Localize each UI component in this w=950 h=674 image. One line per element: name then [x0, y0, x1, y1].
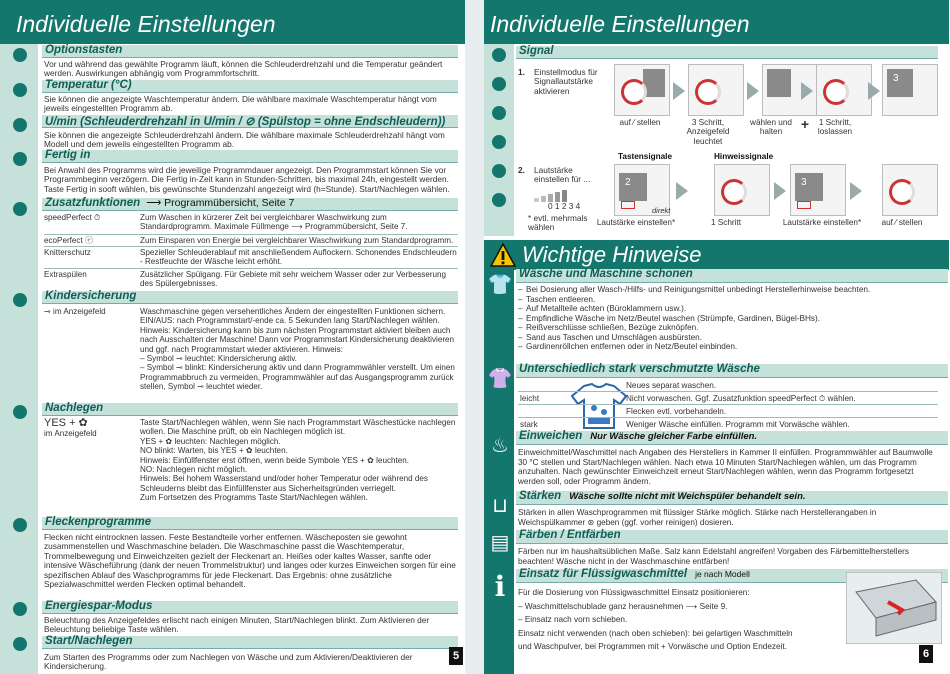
section-title-text: Einsatz für Flüssigwaschmittel: [519, 568, 688, 580]
section-einweichen: [516, 431, 948, 445]
arrow-icon: [673, 82, 685, 100]
section-title: Fertig in: [45, 149, 91, 161]
section-title: Signal: [519, 45, 554, 57]
bullet-dot-icon: [13, 83, 27, 97]
caption: auf ⁄ stellen: [881, 218, 923, 227]
divider: [44, 246, 458, 247]
important-notes-banner: [484, 240, 949, 270]
dye-icon: ▤: [490, 532, 510, 554]
kinder-line: EIN/AUS: nach Programmstart/-ende ca. 5 Sekunden lang Start/Nachlegen wählen.: [140, 316, 440, 326]
kinder-line: – Symbol ⊸ leuchtet: Kindersicherung aktiv.: [140, 354, 297, 364]
soak-tub-icon: ♨: [491, 435, 509, 457]
nachlegen-line: Hinweis: Einfüllfenster erst öffnen, wenn beide Symbole YES + ✿ leuchten.: [140, 455, 410, 465]
row-value: Spezieller Schleuderablauf mit anschließendem Auflockern. Schonendes Endschleudern - Restfeuchte der Wäsche leicht erhöht.: [140, 248, 457, 267]
list-item: – Taschen entleeren.: [518, 295, 938, 305]
section-title: Optionstasten: [45, 44, 123, 56]
row-value: Zum Einsparen von Energie bei vergleichbarer Waschwirkung zum Standardprogramm.: [140, 236, 454, 245]
section-title: Unterschiedlich stark verschmutzte Wäsche: [519, 363, 760, 375]
divider: [44, 268, 458, 269]
arrow-icon: [868, 82, 880, 100]
caption-direkt: direkt: [652, 206, 671, 215]
left-page: [0, 0, 465, 674]
section-signal: [516, 46, 938, 59]
arrow-icon: [801, 82, 813, 100]
bullet-dot-icon: [13, 202, 27, 216]
row-key: ecoPerfect ⓔ: [44, 236, 94, 245]
detergent-drawer-illustration: [846, 572, 942, 644]
einsatz-line: und Waschpulver, bei Programmen mit + Vorwäsche und Option Endezeit.: [518, 642, 787, 651]
section-title-text: Stärken: [519, 490, 562, 502]
kinder-line: Waschmaschine gegen versehentliches Ändern der eingestellten Funktionen sichern.: [140, 307, 446, 316]
list-item: – Sand aus Taschen und Umschlägen ausbürsten.: [518, 333, 938, 343]
caption: 1 Schritt: [710, 218, 742, 227]
display-area: [767, 69, 791, 97]
section-title: [519, 430, 757, 442]
section-subtitle: Wäsche sollte nicht mit Weichspüler behandelt sein.: [569, 491, 806, 502]
label-tastensignale: Tastensignale: [618, 152, 672, 161]
nachlegen-line: Hinweis: Bei hohem Wasserstand und/oder hoher Temperatur oder während des Schleuderns bleibt das Einfüllfenster aus Sicherheitsgründen verriegelt.: [140, 474, 428, 493]
section-zusatzfunktionen: [42, 198, 458, 211]
important-rail: [484, 270, 514, 674]
caption: Lautstärke einstellen*: [596, 218, 676, 227]
program-dial-icon: [889, 179, 915, 205]
program-dial-icon: [621, 79, 647, 105]
arrow-icon: [747, 82, 759, 100]
display-area: [887, 69, 913, 97]
section-verschmutzt: [516, 364, 948, 378]
section-kindersicherung: [42, 291, 458, 304]
row-key: [44, 418, 136, 438]
verschmutzt-value: Flecken evtl. vorbehandeln.: [626, 407, 727, 416]
program-dial-icon: [721, 179, 747, 205]
row-key-label: im Anzeigefeld: [44, 429, 97, 438]
control-panel-illustration: [790, 164, 846, 216]
bullet-dot-icon: [13, 602, 27, 616]
program-dial-icon: [823, 79, 849, 105]
page-number: 5: [449, 647, 463, 665]
warning-icon: [490, 243, 516, 267]
list-item: – Bei Dosierung aller Wasch-/Hilfs- und Reinigungsmittel unbedingt Herstellerhinweise beachten.: [518, 285, 938, 295]
section-text: Sie können die angezeigte Waschtemperatur ändern. Die wählbare maximale Waschtemperatur hängt vom jeweils eingestellten Programm ab.: [44, 94, 437, 114]
divider: [518, 417, 938, 418]
bullet-dot-icon: [492, 135, 506, 149]
section-title: Nachlegen: [45, 402, 104, 414]
verschmutzt-value: Nicht vorwaschen. Ggf. Zusatzfunktion speedPerfect ⏱ wählen.: [626, 394, 856, 403]
highlight-box: [797, 201, 811, 209]
verschmutzt-key: stark: [520, 420, 538, 429]
shirt-illustration: [570, 382, 628, 430]
yes-display-icon: YES + ✿: [44, 417, 88, 429]
row-value: Zum Waschen in kürzerer Zeit bei vergleichbarer Waschwirkung zum Standardprogramm. Maximale Füllmenge ⟶ Programmübersicht, Seite 7.: [140, 213, 408, 232]
label-hinweissignale: Hinweissignale: [714, 152, 774, 161]
caption: 1 Schritt, loslassen: [817, 118, 853, 137]
einsatz-line: Für die Dosierung von Flüssigwaschmittel Einsatz positionieren:: [518, 588, 750, 597]
nachlegen-line: YES + ✿ leuchten: Nachlegen möglich.: [140, 436, 281, 446]
divider: [44, 234, 458, 235]
step-number: 2.: [518, 165, 525, 175]
section-title: Temperatur (°C): [45, 79, 132, 91]
gutter: [465, 0, 484, 674]
arrow-icon: [774, 182, 786, 200]
section-staerken: [516, 491, 948, 505]
program-dial-icon: [695, 79, 721, 105]
page-number: 6: [919, 645, 933, 663]
list-item: – Reißverschlüsse schließen, Bezüge zuknöpfen.: [518, 323, 938, 333]
nachlegen-line: NO: Nachlegen nicht möglich.: [140, 465, 248, 475]
section-text: Sie können die angezeigte Schleuderdrehzahl ändern. Die wählbare maximale Schleuderdrehzahl hängt vom Modell und dem jeweils eingestellten Programm ab.: [44, 130, 445, 150]
important-notes-title: Wichtige Hinweise: [522, 242, 702, 267]
display-number: 3: [801, 177, 807, 188]
row-key: Knitterschutz: [44, 248, 91, 257]
display-area: [795, 173, 823, 201]
list-item: – Gardinenröllchen entfernen oder in Netz/Beutel einbinden.: [518, 342, 938, 352]
step-number: 1.: [518, 67, 525, 77]
section-optionstasten: [42, 45, 458, 58]
verschmutzt-key: leicht: [520, 394, 540, 403]
bullet-dot-icon: [13, 405, 27, 419]
volume-scale: 0 1 2 3 4: [548, 201, 581, 211]
left-title-bar: [0, 0, 465, 44]
plus-sign: +: [800, 116, 810, 132]
program-overview-ref: ⟶ Programmübersicht, Seite 7: [146, 197, 295, 209]
divider: [518, 391, 938, 392]
section-text: Beleuchtung des Anzeigefeldes erlischt nach einigen Minuten, Start/Nachlegen blinkt. Zum Aktivieren der Beleuchtung beliebige Taste wählen.: [44, 615, 430, 635]
highlight-box: [621, 201, 635, 209]
list-item: – Auf Metallteile achten (Büroklammern usw.).: [518, 304, 938, 314]
bullet-dot-icon: [13, 118, 27, 132]
caption: Lautstärke einstellen*: [782, 218, 862, 227]
einsatz-text: [518, 586, 838, 654]
bullet-dot-icon: [13, 637, 27, 651]
bullet-dot-icon: [13, 293, 27, 307]
section-text: Einweichmittel/Waschmittel nach Angaben des Herstellers in Kammer II einfüllen. Programmwähler auf Baumwolle 30 °C stellen und Start/Nachlegen wählen. Nach etwa 10 Minuten Start/Nachlegen wählen, um das Programm anzuhalten. Nach gewünschter Einweichzeit erneut Start/Nachlegen wählen, wenn das Programm fortgesetzt werden soll, oder Programm ändern.: [518, 448, 933, 486]
control-panel-illustration: [688, 64, 744, 116]
row-key: speedPerfect ⏱: [44, 213, 101, 222]
nachlegen-line: Taste Start/Nachlegen wählen, wenn Sie nach Programmstart Wäschestücke nachlegen wollen. Die Maschine prüft, ob ein Nachlegen möglich ist.: [140, 418, 456, 437]
section-start-nachlegen: [42, 636, 458, 649]
section-title: Färben / Entfärben: [519, 529, 621, 541]
section-umin: [42, 115, 458, 128]
einsatz-line: – Waschmittelschublade ganz herausnehmen ⟶ Seite 9.: [518, 601, 728, 611]
display-number: 3: [893, 73, 899, 84]
bullet-dot-icon: [492, 48, 506, 62]
caption: auf ⁄ stellen: [619, 118, 661, 127]
nachlegen-line: NO blinkt: Warten, bis YES + ✿ leuchten.: [140, 446, 288, 456]
section-text: Färben nur im haushaltsüblichen Maße. Salz kann Edelstahl angreifen! Vorgaben des Färbemittelherstellers beachten! Wäsche nicht in der Waschmaschine entfärben!: [518, 547, 909, 566]
section-subtitle: je nach Modell: [695, 569, 750, 579]
bullet-dot-icon: [13, 518, 27, 532]
row-value: [140, 418, 458, 503]
section-temperatur: [42, 80, 458, 93]
bullet-dot-icon: [13, 152, 27, 166]
right-page: [484, 0, 949, 674]
control-panel-illustration: [882, 164, 938, 216]
row-value: [140, 307, 458, 392]
control-panel-illustration: [614, 64, 670, 116]
arrow-icon: [676, 182, 688, 200]
section-title-text: Einweichen: [519, 430, 583, 442]
caption: wählen und halten: [750, 118, 792, 137]
section-text: Vor und während das gewählte Programm läuft, können die Schleuderdrehzahl und die Temperatur geändert werden. Auswirkungen abhängig vom Programmfortschritt.: [44, 59, 443, 79]
caption: 3 Schritt, Anzeigefeld leuchtet: [686, 118, 730, 146]
section-title-text: Zusatzfunktionen: [45, 197, 141, 209]
bullet-dot-icon: [492, 106, 506, 120]
section-nachlegen: [42, 403, 458, 416]
right-title-bar: [484, 0, 949, 44]
section-title: Wäsche und Maschine schonen: [519, 268, 693, 280]
section-title: Kindersicherung: [45, 290, 137, 302]
left-page-title: Individuelle Einstellungen: [16, 11, 276, 37]
kinder-line: – Symbol ⊸ blinkt: Kindersicherung aktiv und dann Programmwähler verstellt. Um einen Programmabbruch zu vermeiden, Programmwähler auf das Ausgangsprogramm zurück stellen, Symbol ⊸ leuchtet wieder.: [140, 363, 455, 392]
section-title: [519, 568, 750, 580]
control-panel-illustration: [882, 64, 938, 116]
section-energiespar: [42, 601, 458, 614]
section-faerben: [516, 530, 948, 544]
list-item: – Empfindliche Wäsche im Netz/Beutel waschen (Strümpfe, Gardinen, Bügel-BHs).: [518, 314, 938, 324]
section-text: Bei Anwahl des Programms wird die jeweilige Programmdauer angezeigt. Den Programmstart können Sie vor Programmbeginn verzögern. Die Fertig in-Zeit kann in Stunden-Schritten, bis maximal 24h, eingestellt werden. Taste Fertig in sooft wählen, bis gewünschte Stundenzahl angezeigt wird (h=Stunde). Start/Nachlegen wählen.: [44, 165, 450, 194]
section-text: Stärken in allen Waschprogrammen mit flüssiger Stärke möglich. Stärke nach Herstellerangaben in Weichspülkammer ⊛ geben (ggf. vorher reinigen) dosieren.: [518, 508, 877, 527]
section-fertig-in: [42, 150, 458, 163]
section-text: Zum Starten des Programms oder zum Nachlegen von Wäsche und zum Aktivieren/Deaktivieren der Kindersicherung.: [44, 652, 413, 672]
stained-shirt-icon: 👚: [487, 368, 513, 390]
row-key: Extraspülen: [44, 270, 87, 279]
row-value: Zusätzlicher Spülgang. Für Gebiete mit sehr weichem Wasser oder zur Verbesserung des Spülergebnisses.: [140, 270, 447, 289]
info-icon: i: [494, 570, 506, 603]
step-text: Einstellmodus für Signallautstärke aktivieren: [534, 67, 598, 96]
footnote: * evtl. mehrmals wählen: [528, 213, 588, 233]
verschmutzt-value: Neues separat waschen.: [626, 381, 717, 390]
section-text: Flecken nicht eintrocknen lassen. Feste Bestandteile vorher entfernen. Wäscheposten sie gewohnt zusammenstellen und Waschmaschine beladen. Die Waschmaschine passt die Waschtemperatur, Trommelbewegung und Einweichzeiten gezielt der Fleckenart an. Heißes oder kaltes Wasser, sanfte oder intensive Wäscheführung (dank der neuen Trommelstruktur) und langes oder kurzes Einweichen sorgen für eine spezifischen Ablauf des Waschprogramms für jede Fleckenart. Das Ergebnis: ohne zusätzliche Spezialwaschmittel werden Flecken optimal behandelt.: [44, 532, 456, 590]
right-page-title: Individuelle Einstellungen: [490, 11, 750, 37]
section-subtitle: Nur Wäsche gleicher Farbe einfüllen.: [590, 431, 758, 442]
section-fleckenprogramme: [42, 517, 458, 530]
divider: [518, 404, 938, 405]
section-title: Energiespar-Modus: [45, 600, 153, 612]
step-text: Lautstärke einstellen für ...: [534, 165, 591, 185]
kinder-line: Hinweis: Kindersicherung kann bis zum nächsten Programmstart aktiviert bleiben auch nach Ausschalten der Maschine! Dann vor Programmstart Kindersicherung deaktivieren und ggf. nach Programmstart wieder aktivieren. Hinweis:: [140, 325, 455, 354]
section-schonen: [516, 269, 948, 283]
nachlegen-line: Zum Fortsetzen des Programms Taste Start/Nachlegen wählen.: [140, 493, 368, 503]
einsatz-line: Einsatz nicht verwenden (nach oben schieben): bei gelartigen Waschmitteln: [518, 628, 793, 638]
bullet-dot-icon: [492, 164, 506, 178]
verschmutzt-value: Weniger Wäsche einfüllen. Programm mit Vorwäsche wählen.: [626, 420, 850, 429]
section-title: U/min (Schleuderdrehzahl in U/min / ⊘ (Spülstop = ohne Endschleudern)): [45, 116, 446, 128]
schonen-list: [518, 285, 938, 352]
shirt-icon: 👕: [487, 274, 513, 296]
section-title: [519, 490, 806, 502]
section-title: [45, 197, 294, 209]
bullet-dot-icon: [492, 193, 506, 207]
display-number: 2: [625, 177, 631, 188]
display-area: [619, 173, 647, 201]
bullet-dot-icon: [492, 77, 506, 91]
control-panel-illustration: [816, 64, 872, 116]
einsatz-line: – Einsatz nach vorn schieben.: [518, 615, 628, 624]
section-title: Fleckenprogramme: [45, 516, 152, 528]
arrow-icon: [850, 182, 862, 200]
section-title: Start/Nachlegen: [45, 635, 133, 647]
starch-tub-icon: ⊔: [492, 495, 508, 517]
control-panel-illustration: [714, 164, 770, 216]
left-rail: [0, 44, 38, 674]
bullet-dot-icon: [13, 48, 27, 62]
row-key: ⊸ im Anzeigefeld: [44, 307, 106, 316]
